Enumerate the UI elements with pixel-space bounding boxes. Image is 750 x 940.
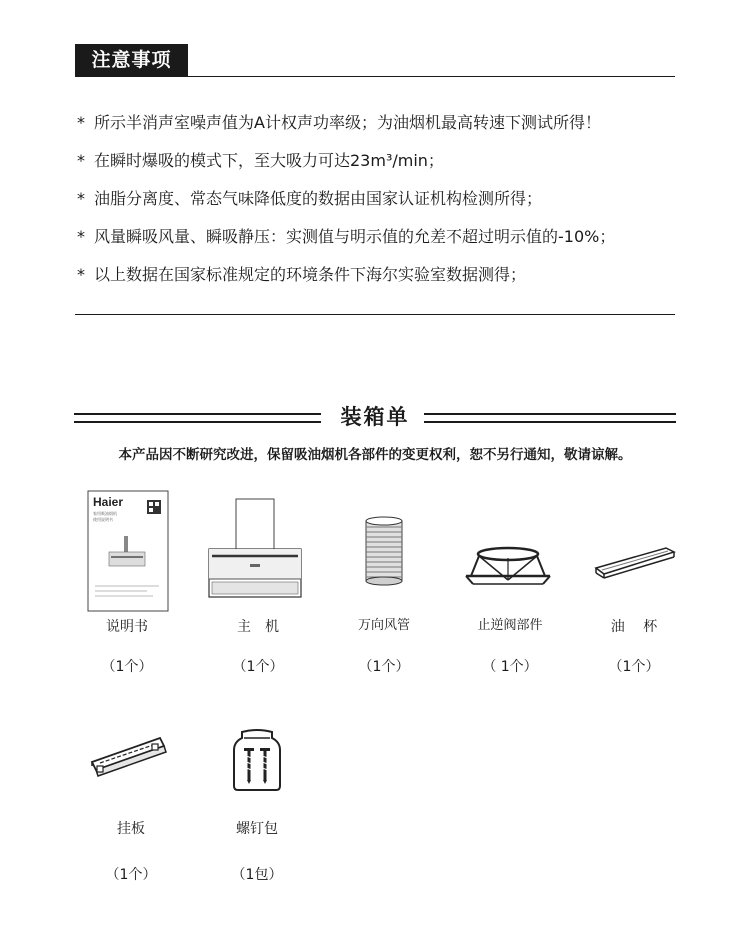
notice-item: * 在瞬时爆吸的模式下，至大吸力可达23m³/min； [77,151,444,170]
packing-item-oil-cup [579,490,689,690]
manual-brand: Haier [93,495,124,509]
packing-item-flex-duct [329,490,439,690]
packing-disclaimer: 本产品因不断研究改进，保留吸油烟机各部件的变更权利，恕不另行通知，敬请谅解。 [118,447,632,463]
packing-item-main-unit [203,490,313,690]
notice-header: 注意事项 [75,44,188,77]
item-quantity: （1个） [358,659,410,675]
item-quantity: （1个） [101,659,153,675]
notice-item: * 所示半消声室噪声值为A计权声功率级；为油烟机最高转速下测试所得！ [77,113,601,132]
manual-icon [87,490,169,612]
oil-cup-icon [594,544,676,578]
packing-item-check-valve [455,490,565,690]
item-name: 螺钉包 [236,821,278,837]
notice-item: * 油脂分离度、常态气味降低度的数据由国家认证机构检测所得； [77,189,543,208]
manual-subtitle: 家用吸油烟机 [93,511,117,516]
check-valve-icon [465,546,551,588]
bullet: * [77,113,85,132]
notice-divider-bottom [75,314,675,315]
bullet: * [77,227,85,246]
packing-item-manual [72,490,182,690]
item-quantity: （ 1个） [482,659,538,675]
item-quantity: （1包） [231,867,283,883]
mounting-plate-icon [90,732,168,784]
manual-subtitle: 使用说明书 [93,517,113,522]
bullet: * [77,265,85,284]
notice-item: * 风量瞬吸风量、瞬吸静压：实测值与明示值的允差不超过明示值的-10%； [77,227,616,246]
notice-item: * 以上数据在国家标准规定的环境条件下海尔实验室数据测得； [77,265,527,284]
item-quantity: （1个） [105,867,157,883]
item-name: 油 杯 [610,619,658,635]
packing-item-screw-pack [202,700,312,900]
item-name: 万向风管 [357,618,410,633]
notice-divider-top [75,76,675,77]
title-rule-left [74,413,321,423]
flex-duct-icon [364,516,404,586]
item-name: 挂板 [117,821,145,837]
packing-item-mounting-plate [76,700,186,900]
item-name: 止逆阀部件 [477,618,543,633]
range-hood-icon [208,498,304,602]
bullet: * [77,151,85,170]
item-name: 主 机 [237,619,279,635]
screw-pack-icon [232,728,282,792]
item-quantity: （1个） [232,659,284,675]
bullet: * [77,189,85,208]
item-name: 说明书 [106,619,148,635]
item-quantity: （1个） [608,659,660,675]
packing-list-title: 装箱单 [340,405,410,429]
title-rule-right [424,413,676,423]
